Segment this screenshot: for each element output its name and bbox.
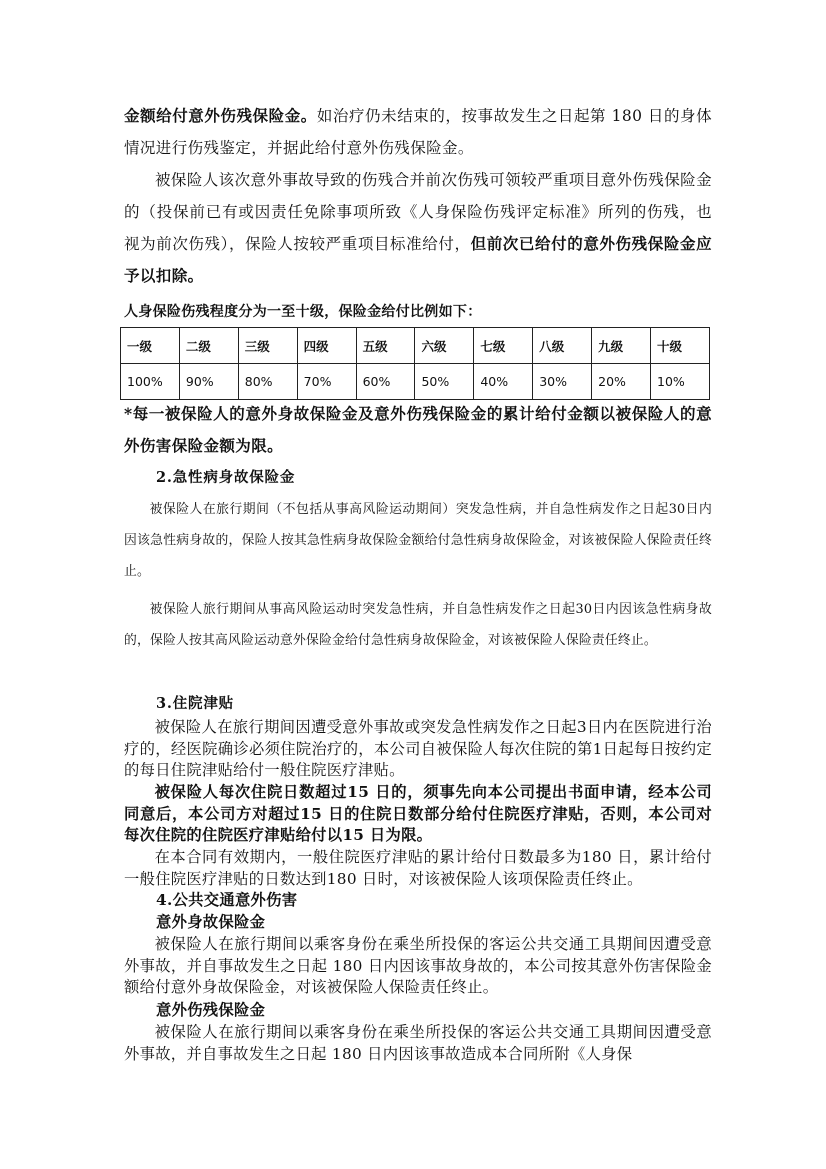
body-text: 如治疗仍未结束的，按事故发生之日起第 180 日的身体情况进行伤残鉴定，并据此给付意外伤残保险金。 — [124, 107, 712, 157]
table-cell: 80% — [238, 364, 297, 400]
table-cell: 60% — [356, 364, 415, 400]
table-header-cell: 四级 — [297, 328, 356, 364]
table-header-cell: 三级 — [238, 328, 297, 364]
table-cell: 10% — [651, 364, 710, 400]
table-header-cell: 一级 — [121, 328, 180, 364]
table-header-cell: 九级 — [592, 328, 651, 364]
table-cell: 90% — [179, 364, 238, 400]
section-heading: 4.公共交通意外伤害 — [156, 891, 298, 909]
disability-ratio-table — [120, 327, 710, 400]
paragraph-transport-death: 被保险人在旅行期间以乘客身份在乘坐所投保的客运公共交通工具期间因遭受意外事故，并自事故发生之日起 180 日内因该事故身故的，本公司按其意外伤害保险金额给付意外身故保险金，对该被保险人保险责任终止。 — [124, 935, 712, 996]
section-heading: 2.急性病身故保险金 — [156, 469, 296, 486]
paragraph-disability-payment — [124, 100, 712, 164]
table-header-cell: 六级 — [415, 328, 474, 364]
table-header-cell: 八级 — [533, 328, 592, 364]
table-cell: 50% — [415, 364, 474, 400]
table-header-cell: 十级 — [651, 328, 710, 364]
sub-heading: 意外身故保险金 — [156, 913, 266, 931]
table-cell: 70% — [297, 364, 356, 400]
table-cell: 20% — [592, 364, 651, 400]
paragraph-transport-disability: 被保险人在旅行期间以乘客身份在乘坐所投保的客运公共交通工具期间因遭受意外事故，并自事故发生之日起 180 日内因该事故造成本合同所附《人身保 — [124, 1023, 712, 1063]
table-cell: 40% — [474, 364, 533, 400]
sub-heading: 意外伤残保险金 — [156, 1001, 266, 1019]
section-heading: 3.住院津贴 — [156, 695, 234, 712]
bold-text: 金额给付意外伤残保险金。 — [124, 106, 317, 125]
table-cell: 30% — [533, 364, 592, 400]
table-row — [121, 364, 710, 400]
table-header-cell: 二级 — [179, 328, 238, 364]
paragraph-hospital-limit: 被保险人每次住院日数超过15 日的，须事先向本公司提出书面申请，经本公司同意后，本公司方对超过15 日的住院日数部分给付住院医疗津贴，否则，本公司对每次住院的住院医疗津贴给付以15 日为限。 — [124, 783, 712, 844]
body-text: 被保险人该次意外事故导致的伤残合并前次伤残可领较严重项目意外伤残保险金的（投保前已有或因责任免除事项所致《人身保险伤残评定标准》所列的伤残，也视为前次伤残），保险人按较严重项目标准给付， — [124, 171, 712, 253]
table-header-cell: 五级 — [356, 328, 415, 364]
paragraph-acute-illness: 被保险人在旅行期间（不包括从事高风险运动期间）突发急性病，并自急性病发作之日起30日内因该急性病身故的，保险人按其急性病身故保险金额给付急性病身故保险金，对该被保险人保险责任终止。 — [124, 502, 712, 579]
paragraph-hospital-allowance: 被保险人在旅行期间因遭受意外事故或突发急性病发作之日起3日内在医院进行治疗的，经医院确诊必须住院治疗的，本公司自被保险人每次住院的第1日起每日按约定的每日住院津贴给付一般住院医疗津贴。 — [124, 718, 712, 779]
bold-text: 但前次已给付的意外伤残保险金应予以扣除。 — [124, 234, 712, 285]
paragraph-prior-disability — [124, 164, 712, 292]
table-header-cell: 七级 — [474, 328, 533, 364]
cumulative-limit-note: *每一被保险人的意外身故保险金及意外伤残保险金的累计给付金额以被保险人的意外伤害保险金额为限。 — [124, 404, 712, 455]
table-cell: 100% — [121, 364, 180, 400]
paragraph-hospital-cap: 在本合同有效期内，一般住院医疗津贴的累计给付日数最多为180 日，累计给付一般住院医疗津贴的日数达到180 日时，对该被保险人该项保险责任终止。 — [124, 848, 712, 888]
paragraph-high-risk-illness: 被保险人旅行期间从事高风险运动时突发急性病，并自急性病发作之日起30日内因该急性病身故的，保险人按其高风险运动意外保险金给付急性病身故保险金，对该被保险人保险责任终止。 — [124, 602, 712, 648]
table-caption: 人身保险伤残程度分为一至十级，保险金给付比例如下： — [124, 304, 482, 320]
table-header-row — [121, 328, 710, 364]
